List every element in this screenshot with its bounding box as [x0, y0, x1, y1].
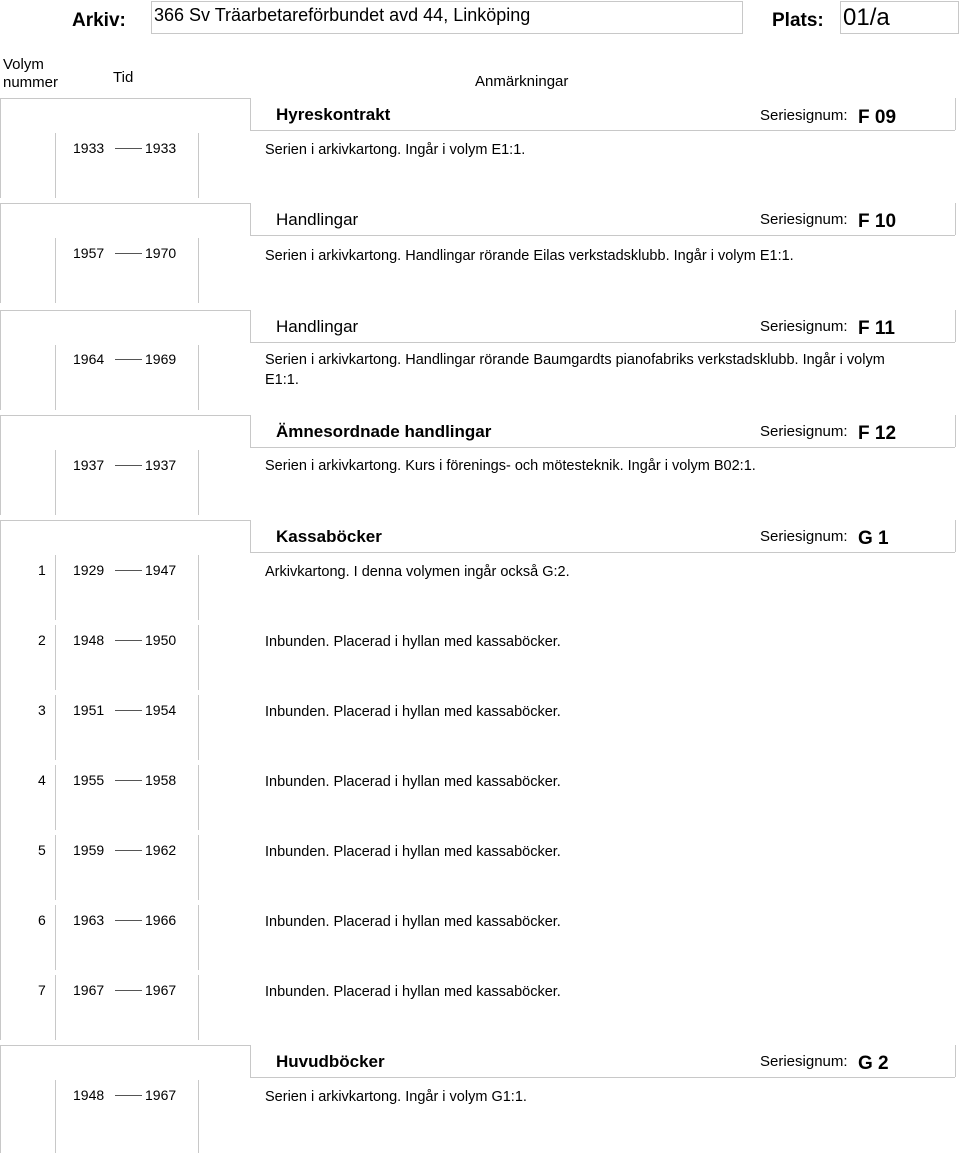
row-note: Inbunden. Placerad i hyllan med kassaböcker. [265, 634, 561, 650]
year-range-dash [115, 780, 142, 781]
section-frame-right [955, 98, 956, 130]
seriesignum-label: Seriesignum: [760, 211, 848, 228]
section-title: Handlingar [276, 317, 359, 336]
row-note: Serien i arkivkartong. Kurs i förenings- och mötesteknik. Ingår i volym B02:1. [265, 458, 756, 474]
section-frame-divider [250, 520, 251, 552]
seriesignum-value: F 12 [858, 423, 897, 444]
year-to: 1950 [145, 632, 177, 648]
column-header-tid: Tid [113, 69, 134, 86]
year-range-dash [115, 570, 142, 571]
section-frame-rule [250, 552, 955, 553]
section-frame-rule [250, 447, 955, 448]
row-tick [198, 835, 199, 900]
volume-number: 4 [38, 772, 46, 788]
year-to: 1969 [145, 351, 177, 367]
seriesignum-label: Seriesignum: [760, 107, 848, 124]
volume-number: 3 [38, 702, 46, 718]
section-frame-right [955, 203, 956, 235]
year-to: 1954 [145, 702, 177, 718]
section-frame-left [0, 1045, 1, 1153]
section-frame-rule [250, 1077, 955, 1078]
section-frame-top-left [0, 98, 250, 99]
column-header-volym: Volym nummer [3, 56, 59, 91]
year-range-dash [115, 920, 142, 921]
section-title: Ämnesordnade handlingar [276, 422, 492, 441]
section-frame-top-left [0, 1045, 250, 1046]
year-range-dash [115, 640, 142, 641]
section-frame-rule [250, 235, 955, 236]
section-frame-right [955, 1045, 956, 1077]
year-to: 1966 [145, 912, 177, 928]
row-tick [198, 238, 199, 303]
row-note: Arkivkartong. I denna volymen ingår också G:2. [265, 564, 570, 580]
row-tick [198, 975, 199, 1040]
year-range-dash [115, 253, 142, 254]
seriesignum-label: Seriesignum: [760, 318, 848, 335]
year-to: 1947 [145, 562, 177, 578]
section-frame-divider [250, 1045, 251, 1077]
seriesignum-value: F 10 [858, 211, 897, 232]
seriesignum-value: F 11 [858, 318, 895, 339]
year-to: 1937 [145, 457, 177, 473]
volume-number: 2 [38, 632, 46, 648]
section-title: Huvudböcker [276, 1052, 385, 1071]
year-from: 1951 [73, 702, 105, 718]
section-frame-left [0, 98, 1, 198]
year-range-dash [115, 359, 142, 360]
section-frame-top-left [0, 310, 250, 311]
row-tick [198, 695, 199, 760]
row-tick [55, 835, 56, 900]
section-title: Kassaböcker [276, 527, 382, 546]
year-to: 1958 [145, 772, 177, 788]
year-from: 1948 [73, 632, 105, 648]
year-to: 1967 [145, 982, 177, 998]
row-note: Serien i arkivkartong. Ingår i volym G1:1. [265, 1089, 527, 1105]
row-tick [55, 555, 56, 620]
seriesignum-value: F 09 [858, 107, 897, 128]
year-to: 1970 [145, 245, 177, 261]
year-to: 1967 [145, 1087, 177, 1103]
year-from: 1955 [73, 772, 105, 788]
seriesignum-label: Seriesignum: [760, 423, 848, 440]
row-tick [198, 555, 199, 620]
row-note: Serien i arkivkartong. Handlingar rörande Eilas verkstadsklubb. Ingår i volym E1:1. [265, 248, 794, 264]
section-frame-left [0, 415, 1, 515]
section-frame-top-left [0, 203, 250, 204]
seriesignum-label: Seriesignum: [760, 1053, 848, 1070]
section-frame-left [0, 520, 1, 1040]
row-tick [55, 765, 56, 830]
section-frame-divider [250, 310, 251, 342]
row-note: Inbunden. Placerad i hyllan med kassaböcker. [265, 984, 561, 1000]
plats-label: Plats: [772, 10, 824, 31]
row-tick [55, 625, 56, 690]
row-tick [55, 133, 56, 198]
year-range-dash [115, 465, 142, 466]
section-frame-rule [250, 130, 955, 131]
row-note: Serien i arkivkartong. Handlingar rörande Baumgardts pianofabriks verkstadsklubb. Ingår i volym E1:1. [265, 352, 885, 388]
year-from: 1957 [73, 245, 105, 261]
year-from: 1963 [73, 912, 105, 928]
year-range-dash [115, 850, 142, 851]
volume-number: 6 [38, 912, 46, 928]
row-tick [198, 765, 199, 830]
row-tick [198, 133, 199, 198]
arkiv-value: 366 Sv Träarbetareförbundet avd 44, Linköping [151, 1, 743, 34]
year-from: 1959 [73, 842, 105, 858]
year-from: 1967 [73, 982, 105, 998]
year-from: 1937 [73, 457, 105, 473]
row-note: Inbunden. Placerad i hyllan med kassaböcker. [265, 914, 561, 930]
section-frame-left [0, 310, 1, 410]
section-frame-divider [250, 98, 251, 130]
seriesignum-value: G 1 [858, 528, 889, 549]
arkiv-label: Arkiv: [72, 10, 126, 31]
volume-number: 1 [38, 562, 46, 578]
section-title: Handlingar [276, 210, 359, 229]
row-tick [198, 625, 199, 690]
row-note: Inbunden. Placerad i hyllan med kassaböcker. [265, 774, 561, 790]
volume-number: 5 [38, 842, 46, 858]
row-tick [198, 345, 199, 410]
seriesignum-value: G 2 [858, 1053, 889, 1074]
row-note: Inbunden. Placerad i hyllan med kassaböcker. [265, 844, 561, 860]
row-tick [55, 975, 56, 1040]
section-frame-right [955, 310, 956, 342]
section-frame-right [955, 415, 956, 447]
section-frame-left [0, 203, 1, 303]
section-frame-right [955, 520, 956, 552]
row-tick [198, 1080, 199, 1153]
section-frame-top-left [0, 415, 250, 416]
year-range-dash [115, 1095, 142, 1096]
year-from: 1964 [73, 351, 105, 367]
year-from: 1948 [73, 1087, 105, 1103]
section-frame-rule [250, 342, 955, 343]
row-tick [55, 238, 56, 303]
column-header-anmarkningar: Anmärkningar [475, 73, 569, 90]
row-note: Inbunden. Placerad i hyllan med kassaböcker. [265, 704, 561, 720]
volume-number: 7 [38, 982, 46, 998]
row-tick [55, 450, 56, 515]
row-note: Serien i arkivkartong. Ingår i volym E1:1. [265, 142, 526, 158]
section-frame-divider [250, 203, 251, 235]
row-tick [55, 345, 56, 410]
plats-value: 01/a [840, 1, 959, 34]
year-to: 1933 [145, 140, 177, 156]
row-tick [198, 450, 199, 515]
seriesignum-label: Seriesignum: [760, 528, 848, 545]
row-tick [55, 695, 56, 760]
row-tick [198, 905, 199, 970]
year-range-dash [115, 710, 142, 711]
row-tick [55, 905, 56, 970]
year-from: 1933 [73, 140, 105, 156]
year-from: 1929 [73, 562, 105, 578]
section-frame-divider [250, 415, 251, 447]
year-to: 1962 [145, 842, 177, 858]
year-range-dash [115, 148, 142, 149]
year-range-dash [115, 990, 142, 991]
section-frame-top-left [0, 520, 250, 521]
section-title: Hyreskontrakt [276, 105, 391, 124]
row-tick [55, 1080, 56, 1153]
